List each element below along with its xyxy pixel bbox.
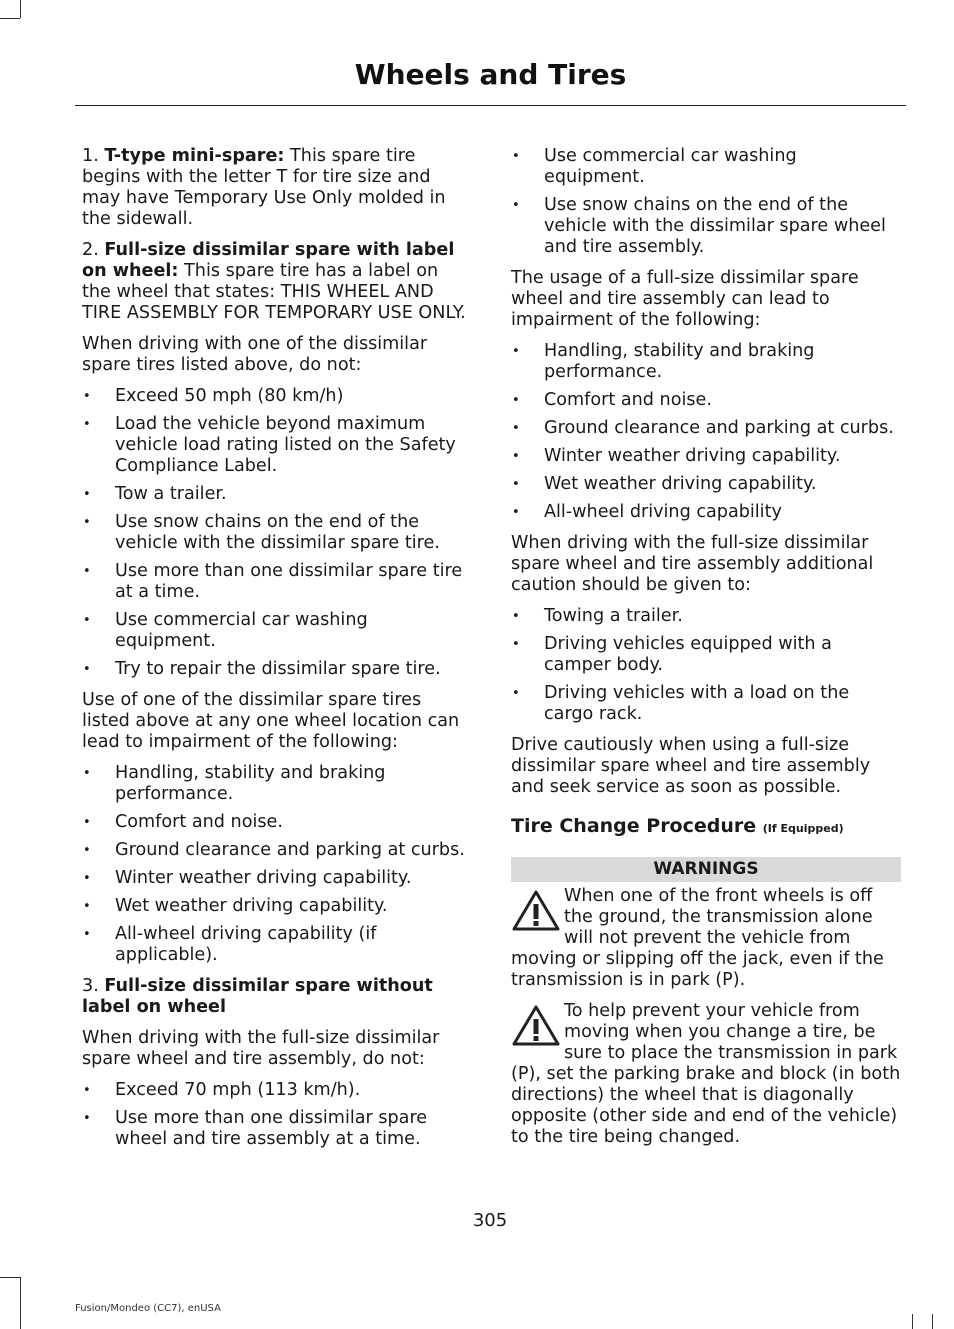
list-item: • Tow a trailer. — [82, 484, 472, 505]
paragraph: Drive cautiously when using a full-size dissimilar spare wheel and tire assembly and seek service as soon as possible. — [511, 735, 871, 797]
warnings-header: WARNINGS — [511, 857, 901, 882]
list-item: • Use commercial car washing equipment. — [511, 146, 901, 188]
page-number: 305 — [472, 1210, 508, 1231]
warning-2 — [511, 1001, 901, 1148]
list-item: • Winter weather driving capability. — [82, 868, 472, 889]
list-item: • Comfort and noise. — [82, 812, 472, 833]
warning-text: When one of the front wheels is off the ground, the transmission alone will not prevent the vehicle from moving or slipping off the jack, even if the transmission is in park (P). — [511, 886, 884, 990]
warning-1 — [511, 886, 901, 991]
list-item: • Use snow chains on the end of the vehicle with the dissimilar spare wheel and tire assembly. — [511, 195, 901, 258]
list-item: • Comfort and noise. — [511, 390, 901, 411]
spare-type-2: 2. Full-size dissimilar spare with label on wheel: This spare tire has a label on the wheel that states: THIS WHEEL AND TIRE ASSEMBLY FOR TEMPORARY USE ONLY. — [82, 240, 466, 323]
list-item: • Towing a trailer. — [511, 606, 901, 627]
page-title: Wheels and Tires — [354, 58, 627, 91]
paragraph: When driving with one of the dissimilar spare tires listed above, do not: — [82, 334, 428, 375]
list-item: • Try to repair the dissimilar spare tire. — [82, 659, 472, 680]
list-item: • Use snow chains on the end of the vehicle with the dissimilar spare tire. — [82, 512, 472, 554]
warning-text: To help prevent your vehicle from moving when you change a tire, be sure to place the transmission in park (P), set the parking brake and block (in both directions) the wheel that is diagonally opposite (other side and end of the vehicle) to the tire being changed. — [511, 1001, 901, 1147]
paragraph: The usage of a full-size dissimilar spare wheel and tire assembly can lead to impairment of the following: — [511, 268, 859, 330]
list-item: • Exceed 50 mph (80 km/h) — [82, 386, 472, 407]
list-item: • All-wheel driving capability — [511, 502, 901, 523]
list-item: • Ground clearance and parking at curbs. — [82, 840, 472, 861]
crop-mark — [0, 18, 20, 19]
bullet-list — [511, 341, 901, 523]
paragraph: Use of one of the dissimilar spare tires listed above at any one wheel location can lead to impairment of the following: — [82, 690, 460, 752]
spare-type-3: 3. Full-size dissimilar spare without label on wheel — [82, 976, 433, 1017]
crop-mark — [932, 1314, 933, 1329]
crop-mark — [20, 0, 21, 18]
list-item: • All-wheel driving capability (if applicable). — [82, 924, 472, 966]
warning-triangle-icon — [511, 889, 561, 933]
crop-mark — [0, 1277, 20, 1278]
bullet-list — [511, 146, 901, 258]
header-divider — [75, 105, 906, 106]
list-item: • Ground clearance and parking at curbs. — [511, 418, 901, 439]
list-item: • Use more than one dissimilar spare wheel and tire assembly at a time. — [82, 1108, 472, 1150]
bullet-list — [82, 763, 472, 966]
list-item: • Use commercial car washing equipment. — [82, 610, 472, 652]
bullet-list — [511, 606, 901, 725]
warning-triangle-icon — [511, 1004, 561, 1048]
list-item: • Winter weather driving capability. — [511, 446, 901, 467]
list-item: • Driving vehicles with a load on the cargo rack. — [511, 683, 901, 725]
crop-mark — [912, 1314, 913, 1329]
list-item: • Handling, stability and braking performance. — [82, 763, 472, 805]
list-item: • Exceed 70 mph (113 km/h). — [82, 1080, 472, 1101]
section-heading: Tire Change Procedure (If Equipped) — [511, 815, 844, 837]
bullet-list — [82, 1080, 472, 1150]
spare-type-1: 1. T-type mini-spare: This spare tire begins with the letter T for tire size and may have Temporary Use Only molded in the sidewall. — [82, 146, 446, 229]
crop-mark — [20, 1277, 21, 1329]
bullet-list — [82, 386, 472, 680]
footer-text: Fusion/Mondeo (CC7), enUSA — [75, 1303, 221, 1314]
list-item: • Driving vehicles equipped with a camper body. — [511, 634, 901, 676]
list-item: • Load the vehicle beyond maximum vehicle load rating listed on the Safety Compliance Label. — [82, 414, 472, 477]
paragraph: When driving with the full-size dissimilar spare wheel and tire assembly additional caution should be given to: — [511, 533, 874, 595]
paragraph: When driving with the full-size dissimilar spare wheel and tire assembly, do not: — [82, 1028, 440, 1069]
list-item: • Handling, stability and braking performance. — [511, 341, 901, 383]
list-item: • Wet weather driving capability. — [82, 896, 472, 917]
right-column — [511, 146, 901, 1158]
left-column — [82, 146, 472, 1160]
list-item: • Use more than one dissimilar spare tire at a time. — [82, 561, 472, 603]
list-item: • Wet weather driving capability. — [511, 474, 901, 495]
